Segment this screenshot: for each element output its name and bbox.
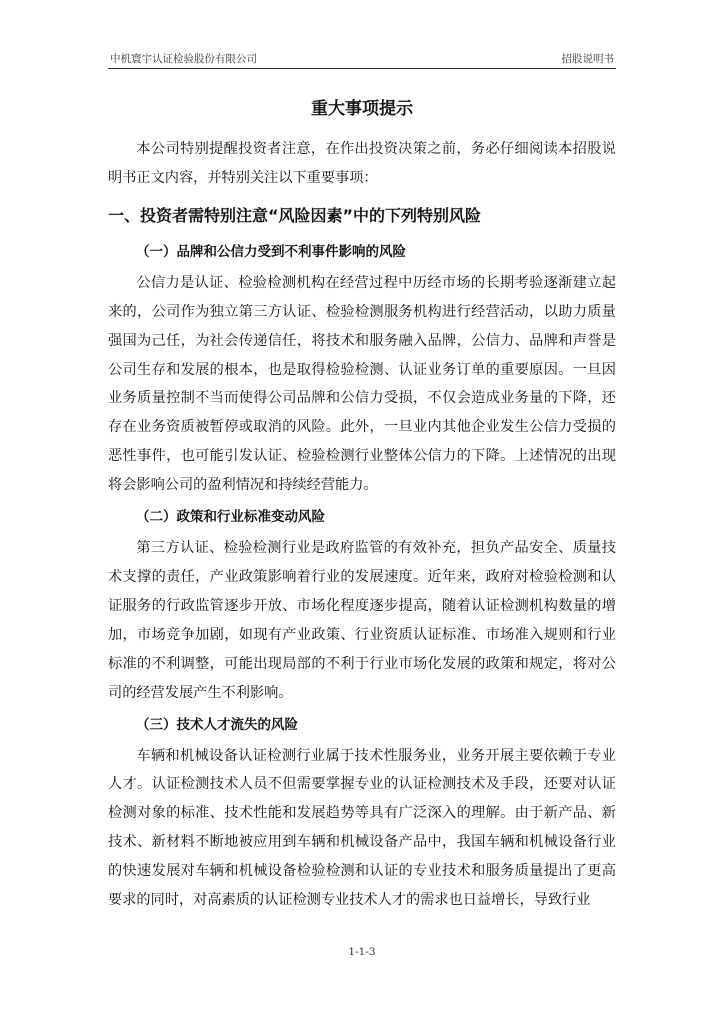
section-heading-1: 一、投资者需特别注意“风险因素”中的下列特别风险 bbox=[108, 205, 482, 225]
page-number: 1-1-3 bbox=[348, 946, 376, 958]
paragraph-brand-risk: 公信力是认证、检验检测机构在经营过程中历经市场的长期考验逐渐建立起来的，公司作为独立第三方认证、检验检测服务机构进行经营活动，以助力质量强国为己任，为社会传递信任，将技术和服务融入品牌，公信力、品牌和声誉是公司生存和发展的根本，也是取得检验检测、认证业务订单的重要原因。一旦因业务质量控制不当而使得公司品牌和公信力受损，不仅会造成业务量的下降，还存在业务资质被暂停或取消的风险。此外，一旦业内其他企业发生公信力受损的恶性事件，也可能引发认证、检验检测行业整体公信力的下降。上述情况的出现将会影响公司的盈利情况和持续经营能力。 bbox=[108, 274, 616, 494]
header-document-type: 招股说明书 bbox=[561, 53, 614, 65]
subsection-heading-policy-risk: （二）政策和行业标准变动风险 bbox=[136, 509, 325, 526]
page-title: 重大事项提示 bbox=[311, 99, 413, 119]
header-company-name: 中机寰宇认证检验股份有限公司 bbox=[110, 53, 257, 65]
subsection-heading-brand-risk: （一）品牌和公信力受到不利事件影响的风险 bbox=[136, 243, 406, 260]
paragraph-policy-risk: 第三方认证、检验检测行业是政府监管的有效补充，担负产品安全、质量技术支撑的责任，产业政策影响着行业的发展速度。近年来，政府对检验检测和认证服务的行政监管逐步开放、市场化程度逐步提高，随着认证检测机构数量的增加，市场竞争加剧，如现有产业政策、行业资质认证标准、市场准入规则和行业标准的不利调整，可能出现局部的不利于行业市场化发展的政策和规定，将对公司的经营发展产生不利影响。 bbox=[108, 540, 616, 701]
subsection-heading-talent-risk: （三）技术人才流失的风险 bbox=[136, 716, 298, 733]
intro-paragraph: 本公司特别提醒投资者注意，在作出投资决策之前，务必仔细阅读本招股说明书正文内容，并特别关注以下重要事项： bbox=[108, 141, 616, 186]
page-body bbox=[108, 95, 616, 915]
paragraph-talent-risk: 车辆和机械设备认证检测行业属于技术性服务业，业务开展主要依赖于专业人才。认证检测技术人员不但需要掌握专业的认证检测技术及手段，还要对认证检测对象的标准、技术性能和发展趋势等具有广泛深入的理解。由于新产品、新技术、新材料不断地被应用到车辆和机械设备产品中，我国车辆和机械设备行业的快速发展对车辆和机械设备检验检测和认证的专业技术和服务质量提出了更高要求的同时，对高素质的认证检测专业技术人才的需求也日益增长，导致行业 bbox=[108, 747, 616, 909]
running-header bbox=[108, 50, 616, 69]
